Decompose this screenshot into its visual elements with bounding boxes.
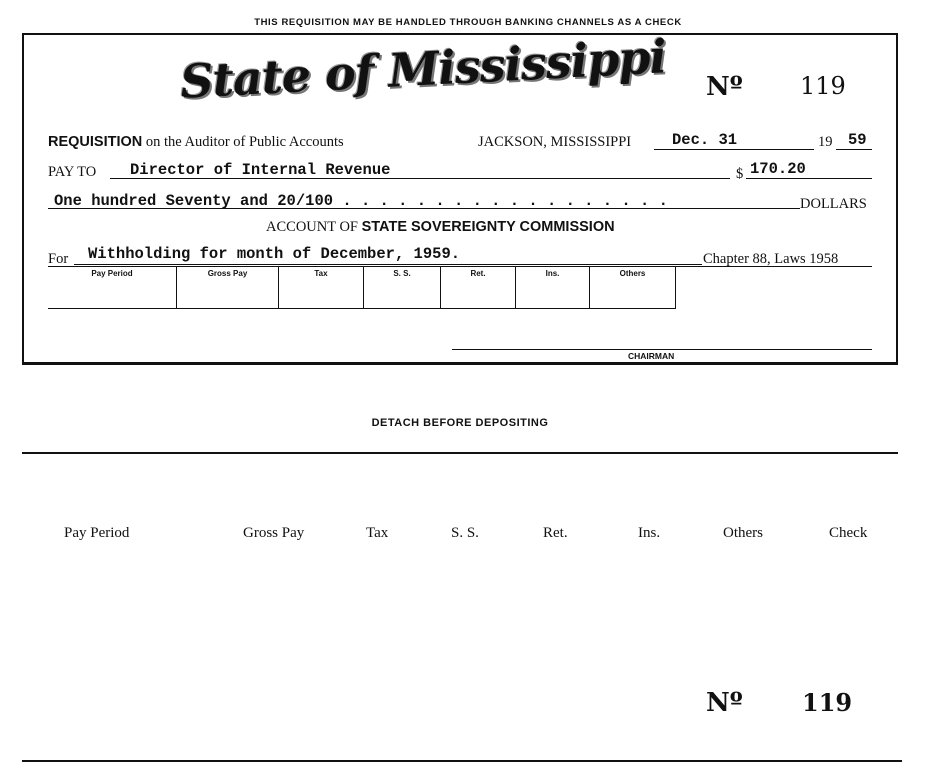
year-prefix: 19 bbox=[818, 134, 833, 150]
stub-header-gross-pay: Gross Pay bbox=[243, 525, 305, 541]
banner-text: THIS REQUISITION MAY BE HANDLED THROUGH BANKING CHANNELS AS A CHECK bbox=[254, 17, 682, 28]
chairman-label: CHAIRMAN bbox=[628, 351, 675, 361]
requisition-rest: on the Auditor of Public Accounts bbox=[145, 134, 344, 150]
stub-header-ss: S. S. bbox=[451, 525, 479, 541]
account-name: STATE SOVEREIGNTY COMMISSION bbox=[361, 219, 615, 235]
state-title: State of Mississippi bbox=[178, 29, 668, 109]
for-label: For bbox=[48, 251, 69, 267]
number-label: Nº bbox=[706, 72, 743, 102]
bottom-edge bbox=[22, 760, 902, 762]
stub-header-others: Others bbox=[723, 525, 763, 541]
requisition-line bbox=[48, 134, 344, 151]
requisition-number: 119 bbox=[800, 72, 846, 100]
stub-header-ret: Ret. bbox=[543, 525, 568, 541]
grid-header-tax: Tax bbox=[279, 266, 364, 308]
deduction-grid bbox=[48, 266, 676, 309]
account-of-line bbox=[266, 219, 615, 236]
amount-line bbox=[746, 178, 872, 179]
year-suffix: 59 bbox=[848, 131, 867, 149]
pay-to-label: PAY TO bbox=[48, 164, 97, 180]
dollars-label: DOLLARS bbox=[800, 196, 867, 212]
stub-number-label: Nº bbox=[706, 688, 743, 718]
stub-number: 119 bbox=[802, 688, 853, 717]
place-label: JACKSON, MISSISSIPPI bbox=[478, 134, 632, 150]
date-value: Dec. 31 bbox=[672, 131, 738, 149]
stub-header-pay-period: Pay Period bbox=[64, 525, 130, 541]
stub-header-check: Check bbox=[829, 525, 868, 541]
grid-header-ret: Ret. bbox=[441, 266, 516, 308]
chairman-line bbox=[452, 349, 872, 350]
requisition-bold: REQUISITION bbox=[48, 134, 143, 150]
stub-header-tax: Tax bbox=[366, 525, 389, 541]
stub-divider bbox=[22, 452, 898, 454]
amount-words: One hundred Seventy and 20/100 . . . . . . . . . . . . . . . . . . bbox=[54, 192, 668, 210]
grid-header-gross-pay: Gross Pay bbox=[177, 266, 279, 308]
grid-header-ins: Ins. bbox=[516, 266, 590, 308]
detach-label: DETACH BEFORE DEPOSITING bbox=[371, 417, 549, 429]
grid-header-ss: S. S. bbox=[364, 266, 441, 308]
amount-value: 170.20 bbox=[750, 160, 806, 178]
chapter-label: Chapter 88, Laws 1958 bbox=[703, 251, 839, 267]
year-line bbox=[836, 149, 872, 150]
purpose-value: Withholding for month of December, 1959. bbox=[88, 245, 461, 263]
date-line bbox=[654, 149, 814, 150]
payee-value: Director of Internal Revenue bbox=[130, 161, 391, 179]
purpose-line bbox=[74, 264, 702, 265]
account-of-label: ACCOUNT OF bbox=[266, 219, 358, 235]
currency-sign: $ bbox=[736, 166, 744, 182]
grid-header-pay-period: Pay Period bbox=[48, 266, 177, 308]
grid-header-others: Others bbox=[590, 266, 676, 308]
stub-header-ins: Ins. bbox=[638, 525, 661, 541]
